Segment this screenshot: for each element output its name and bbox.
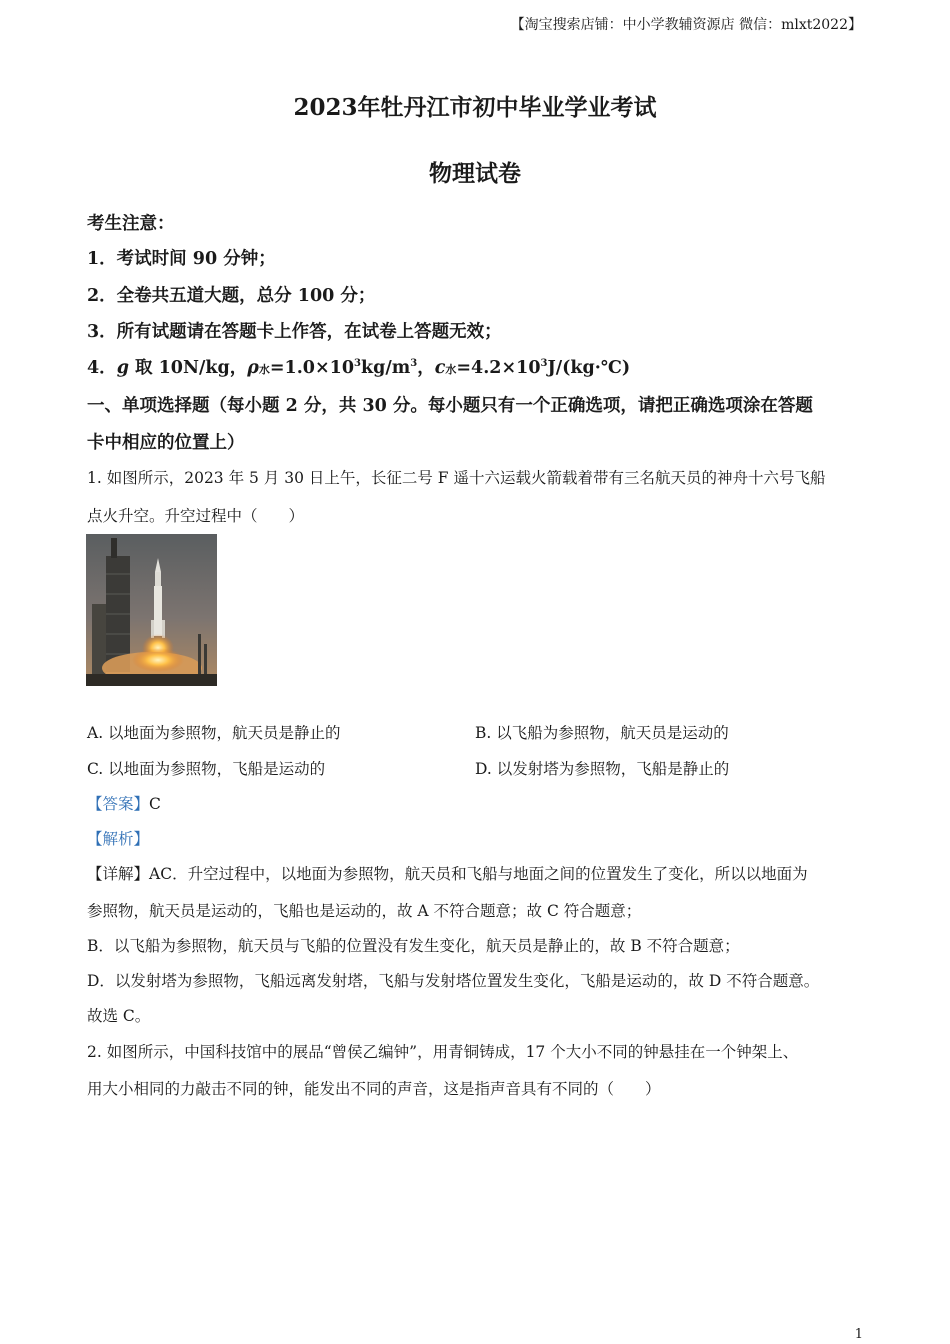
section1-heading-line2: 卡中相应的位置上） [87, 433, 245, 453]
q1-answer [87, 792, 161, 814]
answer-value: C [149, 795, 161, 813]
q1-stem-line1: 1. 如图所示，2023 年 5 月 30 日上午，长征二号 F 遥十六运载火箭载着带有三名航天员的神舟十六号飞船 [87, 469, 826, 487]
notice-item-3: 3．所有试题请在答题卡上作答，在试卷上答题无效； [87, 322, 502, 342]
q1-detail-line1: 【详解】AC．升空过程中，以地面为参照物，航天员和飞船与地面之间的位置发生了变化，所以以地面为 [87, 865, 808, 883]
q1-detail-line2: 参照物，航天员是运动的，飞船也是运动的，故 A 不符合题意；故 C 符合题意； [87, 902, 642, 920]
section1-heading-line1: 一、单项选择题（每小题 2 分，共 30 分。每小题只有一个正确选项，请把正确选项涂在答题 [87, 396, 813, 416]
q1-option-a: A. 以地面为参照物，航天员是静止的 [87, 724, 341, 742]
exam-subtitle: 物理试卷 [429, 160, 521, 187]
exam-title: 2023年牡丹江市初中毕业学业考试 [293, 94, 657, 121]
answer-tag: 【答案】 [87, 795, 150, 813]
q1-stem-line2: 点火升空。升空过程中（ ） [87, 507, 305, 525]
q1-option-b: B. 以飞船为参照物，航天员是运动的 [475, 724, 729, 742]
detail-tag: 【详解】 [87, 865, 150, 883]
q1-detail-line4: D．以发射塔为参照物，飞船远离发射塔，飞船与发射塔位置发生变化，飞船是运动的，故 D 不符合题意。 [87, 972, 820, 990]
page-number: 1 [854, 1327, 863, 1342]
notice-item-4: 4．g 取 10N/kg，ρ水$=1.0\times 10^3kg/m^3$，c水$=4.2\times 10^3J/(kg\cdot℃)$ [87, 358, 631, 378]
q1-option-c: C. 以地面为参照物，飞船是运动的 [87, 760, 326, 778]
q1-detail-line5: 故选 C。 [87, 1007, 151, 1025]
notice-item-1: 1．考试时间 90 分钟； [87, 249, 276, 269]
q1-detail-line3: B．以飞船为参照物，航天员与飞船的位置没有发生变化，航天员是静止的，故 B 不符合题意； [87, 937, 740, 955]
q1-option-d: D. 以发射塔为参照物，飞船是静止的 [475, 760, 730, 778]
q2-stem-line1: 2. 如图所示，中国科技馆中的展品“曾侯乙编钟”，用青铜铸成，17 个大小不同的钟悬挂在一个钟架上、 [87, 1043, 799, 1061]
q1-analysis-tag: 【解析】 [87, 830, 150, 848]
page-header-note: 【淘宝搜索店铺：中小学教辅资源店 微信：mlxt2022】 [510, 17, 862, 33]
notice-item-2: 2．全卷共五道大题，总分 100 分； [87, 286, 376, 306]
notice-heading: 考生注意： [87, 214, 175, 234]
q2-stem-line2: 用大小相同的力敲击不同的钟，能发出不同的声音，这是指声音具有不同的（ ） [87, 1080, 661, 1098]
rocket-launch-photo [86, 534, 217, 686]
